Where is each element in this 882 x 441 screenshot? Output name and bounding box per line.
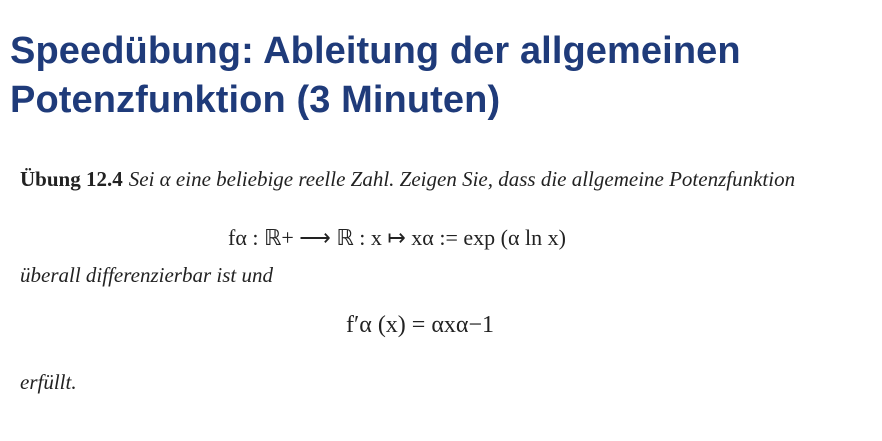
equation-derivative: f′α (x) = αxα−1: [346, 312, 495, 338]
exercise-intro: [20, 166, 860, 193]
equation-power-function: fα : ℝ+ ⟶ ℝ : x ↦ xα := exp (α ln x): [228, 225, 566, 250]
slide-title: [10, 27, 741, 125]
exercise-closing-text: erfüllt.: [20, 370, 77, 394]
exercise-intro-text: Sei α eine beliebige reelle Zahl. Zeigen Sie, dass die allgemeine Potenzfunktion: [128, 167, 796, 191]
slide-title-line-1: Speedübung: Ableitung der allgemeinen: [10, 30, 741, 72]
exercise-middle-text: überall differenzierbar ist und: [20, 263, 273, 287]
exercise-label: Übung 12.4: [20, 167, 123, 191]
slide-title-line-2: Potenzfunktion (3 Minuten): [10, 79, 501, 121]
